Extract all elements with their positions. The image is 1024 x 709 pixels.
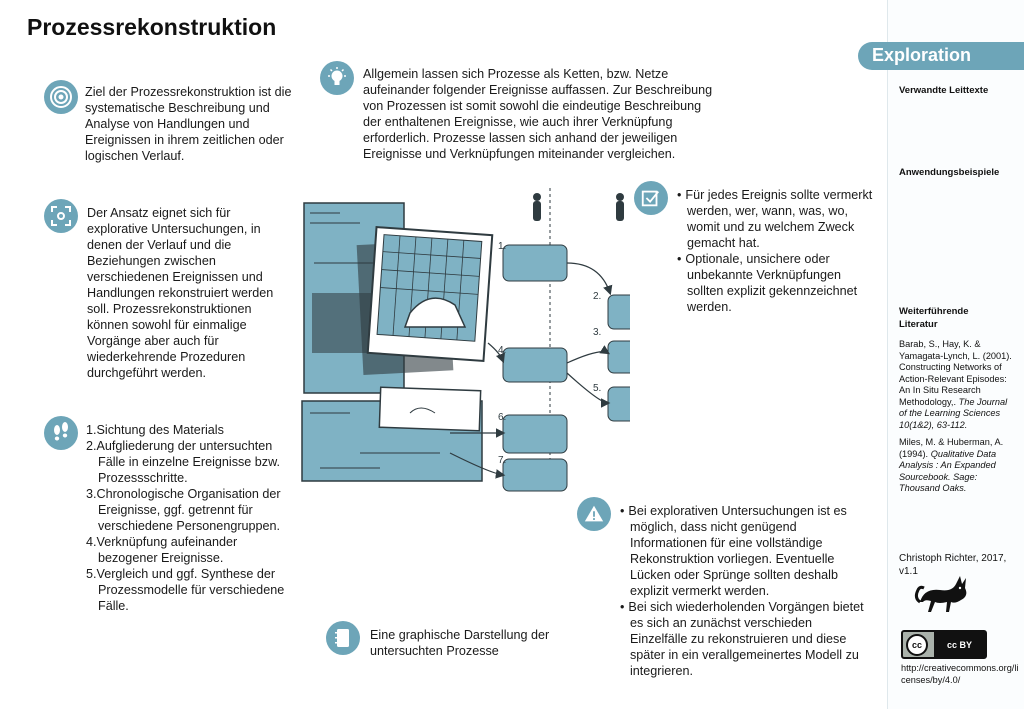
reference-1 <box>899 339 1017 431</box>
event-box <box>503 348 567 382</box>
lightbulb-icon <box>320 61 354 95</box>
examples-heading: Anwendungsbeispiele <box>899 167 1000 178</box>
black-cat-icon <box>914 572 976 626</box>
person-figures <box>533 193 624 221</box>
warning-item: • Bei sich wiederholenden Vorgängen bietet es sich an zunächst verschieden Einzelfälle zu rekonstruieren und diese später in ein verallgemeinertes Modell zu integrieren. <box>620 599 872 679</box>
page-title: Prozessrekonstruktion <box>27 14 277 40</box>
checklist-item: • Optionale, unsichere oder unbekannte Verknüpfungen sollten explizit gekennzeichnet werden. <box>677 251 877 315</box>
category-badge: Exploration <box>858 42 1024 70</box>
scope-text: Der Ansatz eignet sich für explorative Untersuchungen, in denen der Verlauf und die Beziehungen zwischen verschiedenen Ereignissen und Handlungen rekonstruiert werden soll. Prozessrekonstruktionen können sowohl für einmalige Vorgänge aber auch für wiederkehrende Prozeduren durchgeführt werden. <box>87 206 274 380</box>
license-badge-label: cc BY <box>946 639 972 650</box>
event-box <box>503 459 567 491</box>
cc-license-badge[interactable] <box>901 630 987 659</box>
step-number: 5. <box>593 383 602 394</box>
reference-1-authors: Barab, S., Hay, K. & Yamagata-Lynch, L. (2001). Constructing Networks of Action-Relevant Episodes: An In Situ Research Methodology,. <box>899 339 1012 407</box>
event-box <box>503 415 567 453</box>
license-link[interactable]: http://creativecommons.org/licenses/by/4.0/ <box>901 663 1019 685</box>
step-item: 5.Vergleich und ggf. Synthese der Prozessmodelle für verschiedene Fälle. <box>86 567 285 613</box>
event-box <box>608 341 630 373</box>
step-number: 4. <box>498 345 507 356</box>
steps-list <box>86 422 296 614</box>
concept-text: Allgemein lassen sich Prozesse als Ketten, bzw. Netze aufeinander folgender Ereignisse auffassen. Zur Beschreibung von Prozessen ist somit sowohl die eindeutige Beschreibung der enthaltenen Ereignisse, wie auch ihrer Verknüpfung erforderlich. Prozesse lassen sich anhand der jeweiligen Ereignisse und Verknüpfungen miteinander vergleichen. <box>363 67 713 161</box>
sidebar-divider <box>887 0 888 709</box>
by-icon <box>934 632 985 657</box>
author-credit: Christoph Richter, 2017, v1.1 <box>899 553 1007 577</box>
step-item: 1.Sichtung des Materials <box>86 423 224 437</box>
reference-2 <box>899 437 1017 495</box>
step-number: 7. <box>498 455 507 466</box>
warning-item: • Bei explorativen Untersuchungen ist es möglich, dass nicht genügend Informationen für eine vollständige Rekonstruktion vorliegen. Eventuelle Lücken oder Sprünge sollten deshalb explizit vermerkt werden. <box>620 503 872 599</box>
checklist-item: • Für jedes Ereignis sollte vermerkt werden, wer, wann, was, wo, womit und zu welchem Zweck gemacht hat. <box>677 187 877 251</box>
sketch-photo-bottom <box>302 387 482 481</box>
step-item: 2.Aufgliederung der untersuchten Fälle in einzelne Ereignisse bzw. Prozessschritte. <box>86 439 281 485</box>
target-icon <box>44 80 78 114</box>
step-number: 6. <box>498 412 507 423</box>
event-box <box>608 387 630 421</box>
related-heading: Verwandte Leittexte <box>899 85 989 96</box>
reference-1-source: The Journal of the Learning Sciences 10(1&2), 63-112. <box>899 396 1008 430</box>
goal-text: Ziel der Prozessrekonstruktion ist die systematische Beschreibung und Analyse von Handlungen und Ereignissen in ihrem zeitlichen oder logischen Verlauf. <box>85 85 292 163</box>
footsteps-icon <box>44 416 78 450</box>
step-item: 4.Verknüpfung aufeinander bezogener Ereignisse. <box>86 535 238 565</box>
sketch-photo-front <box>357 227 493 375</box>
focus-icon <box>44 199 78 233</box>
literature-heading: Weiterführende Literatur <box>899 306 969 330</box>
checkbox-icon <box>634 181 668 215</box>
cc-icon: cc <box>906 634 928 656</box>
step-item: 3.Chronologische Organisation der Ereignisse, ggf. getrennt für verschiedene Personengruppen. <box>86 487 281 533</box>
process-illustration <box>300 183 630 493</box>
reference-2-source: Qualitative Data Analysis : An Expanded Sourcebook. Sage: Thousand Oaks. <box>899 448 997 493</box>
step-number: 2. <box>593 291 602 302</box>
caption-text: Eine graphische Darstellung der untersuchten Prozesse <box>370 628 550 658</box>
reference-2-authors: Miles, M. & Huberman, A. (1994). <box>899 437 1004 459</box>
notebook-icon <box>326 621 360 655</box>
event-box <box>503 245 567 281</box>
step-number: 1. <box>498 241 507 252</box>
warning-icon <box>577 497 611 531</box>
warning-list <box>620 503 872 679</box>
checklist <box>677 187 877 315</box>
step-number: 3. <box>593 327 602 338</box>
event-box <box>608 295 630 329</box>
event-boxes <box>503 245 630 491</box>
